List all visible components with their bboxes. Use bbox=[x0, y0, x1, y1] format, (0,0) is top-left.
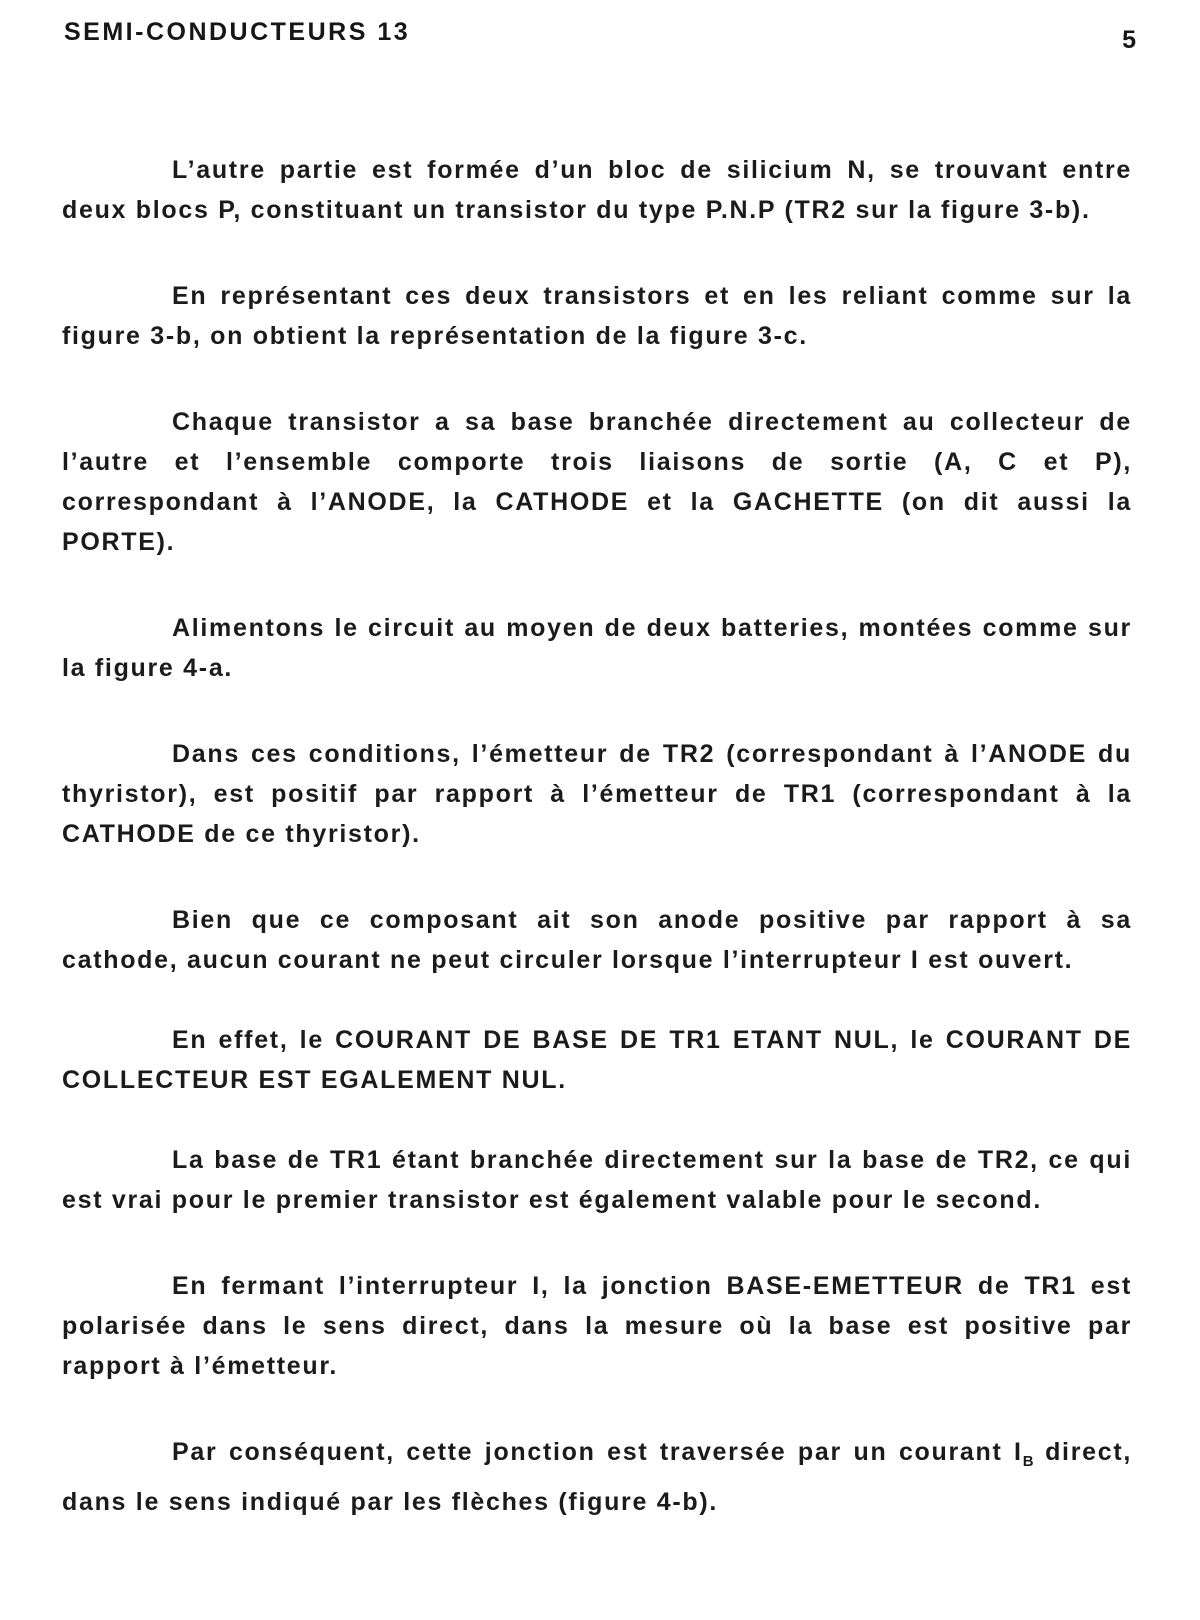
page-number: 5 bbox=[1122, 26, 1136, 54]
paragraph-8: La base de TR1 étant branchée directement sur la base de TR2, ce qui est vrai pour le premier transistor est également valable pour le second. bbox=[62, 1146, 1132, 1214]
paragraph-3: Chaque transistor a sa base branchée directement au collecteur de l’autre et l’ensemble comporte trois liaisons de sortie (A, C et P), correspondant à l’ANODE, la CATHODE et la GACHETTE (on dit aussi la PORTE). bbox=[62, 408, 1132, 556]
paragraph-7: En effet, le COURANT DE BASE DE TR1 ETANT NUL, le COURANT DE COLLECTEUR EST EGALEMENT NUL. bbox=[62, 1026, 1132, 1094]
page-header bbox=[64, 18, 1136, 58]
paragraph-10-end: direct, dans le sens indiqué par les flèches (figure 4-b). bbox=[62, 1438, 1133, 1516]
paragraph-4: Alimentons le circuit au moyen de deux batteries, montées comme sur la figure 4-a. bbox=[62, 614, 1132, 682]
paragraph-1: L’autre partie est formée d’un bloc de silicium N, se trouvant entre deux blocs P, constituant un transistor du type P.N.P (TR2 sur la figure 3-b). bbox=[62, 156, 1132, 224]
body-text bbox=[62, 150, 1132, 1568]
paragraph-5: Dans ces conditions, l’émetteur de TR2 (correspondant à l’ANODE du thyristor), est positif par rapport à l’émetteur de TR1 (correspondant à la CATHODE de ce thyristor). bbox=[62, 740, 1132, 848]
paragraph-10-start: Par conséquent, cette jonction est traversée par un courant I bbox=[172, 1438, 1023, 1466]
paragraph-2: En représentant ces deux transistors et en les reliant comme sur la figure 3-b, on obtient la représentation de la figure 3-c. bbox=[62, 282, 1132, 350]
paragraph-10 bbox=[62, 1432, 1132, 1522]
current-subscript: B bbox=[1022, 1453, 1034, 1470]
running-title: SEMI-CONDUCTEURS 13 bbox=[64, 18, 411, 46]
paragraph-6: Bien que ce composant ait son anode positive par rapport à sa cathode, aucun courant ne peut circuler lorsque l’interrupteur I est ouvert. bbox=[62, 906, 1132, 974]
paragraph-9: En fermant l’interrupteur I, la jonction BASE-EMETTEUR de TR1 est polarisée dans le sens direct, dans la mesure où la base est positive par rapport à l’émetteur. bbox=[62, 1272, 1132, 1380]
